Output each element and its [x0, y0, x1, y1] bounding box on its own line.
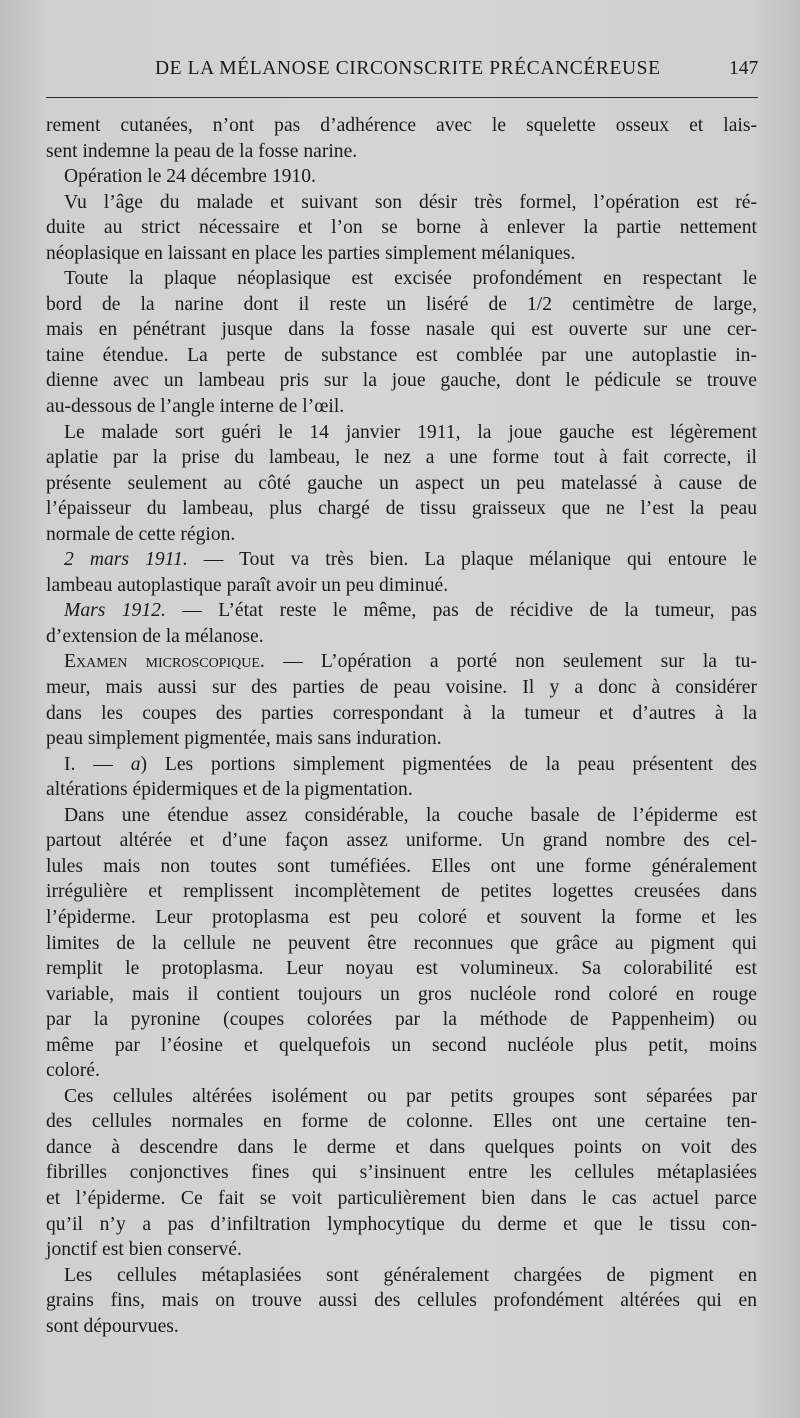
text-line: lambeau autoplastique paraît avoir un peu diminué.	[46, 574, 449, 596]
text-line: sont dépourvues.	[46, 1315, 179, 1337]
text-line: Toute la plaque néoplasique est excisée profondément en respectant le	[64, 268, 757, 290]
running-title: DE LA MÉLANOSE CIRCONSCRITE PRÉCANCÉREUSE	[155, 58, 661, 79]
text-line: néoplasique en laissant en place les parties simplement mélaniques.	[46, 242, 576, 264]
page-number: 147	[729, 58, 759, 79]
text-line: Opération le 24 décembre 1910.	[64, 166, 316, 188]
text-line: des cellules normales en forme de colonne. Elles ont une certaine ten-	[46, 1111, 757, 1133]
text-line: aplatie par la prise du lambeau, le nez a une forme tout à fait correcte, il	[46, 447, 757, 469]
text-line: l’épiderme. Leur protoplasma est peu coloré et souvent la forme et les	[46, 906, 757, 928]
text-line: irrégulière et remplissent incomplètement de petites logettes creusées dans	[46, 881, 757, 903]
entry-text: — L’état reste le même, pas de récidive de la tumeur, pas	[165, 600, 757, 622]
text-line: lules mais non toutes sont tuméfiées. Elles ont une forme généralement	[46, 855, 757, 877]
text-line: l’épaisseur du lambeau, plus chargé de tissu graisseux que ne l’est la peau	[46, 498, 757, 520]
text-line: Les cellules métaplasiées sont généralement chargées de pigment en	[64, 1264, 757, 1286]
text-line: variable, mais il contient toujours un gros nucléole rond coloré en rouge	[46, 983, 757, 1005]
text-line: altérations épidermiques et de la pigmentation.	[46, 779, 413, 801]
text-line: Ces cellules altérées isolément ou par petits groupes sont séparées par	[64, 1085, 757, 1107]
list-text: ) Les portions simplement pigmentées de la peau présentent des	[140, 753, 757, 775]
text-line: dans les coupes des parties correspondant à la tumeur et d’autres à la	[46, 702, 757, 724]
text-line: limites de la cellule ne peuvent être reconnues que grâce au pigment qui	[46, 932, 757, 954]
entry-date: 2 mars 1911.	[64, 549, 188, 571]
text-line: par la pyronine (coupes colorées par la méthode de Pappenheim) ou	[46, 1009, 757, 1031]
running-header	[0, 58, 800, 86]
text-line	[46, 752, 757, 778]
text-line	[46, 649, 757, 675]
text-line: jonctif est bien conservé.	[46, 1239, 242, 1261]
text-line: sent indemne la peau de la fosse narine.	[46, 140, 358, 162]
text-line: rement cutanées, n’ont pas d’adhérence avec le squelette osseux et lais-	[46, 115, 757, 136]
header-rule	[46, 97, 758, 98]
section-heading: Examen microscopique.	[64, 651, 265, 673]
text-line: duite au strict nécessaire et l’on se borne à enlever la partie nettement	[46, 217, 757, 239]
text-line: fibrilles conjonctives fines qui s’insinuent entre les cellules métaplasiées	[46, 1162, 757, 1184]
body-text	[46, 113, 757, 1339]
text-line: présente seulement au côté gauche un aspect un peu matelassé à cause de	[46, 472, 757, 494]
text-line: Vu l’âge du malade et suivant son désir très formel, l’opération est ré-	[64, 191, 757, 213]
section-text: — L’opération a porté non seulement sur la tu-	[264, 651, 757, 673]
entry-date: Mars 1912.	[64, 600, 166, 622]
text-line: partout altérée et d’une façon assez uniforme. Un grand nombre des cel-	[46, 830, 757, 852]
text-line: et l’épiderme. Ce fait se voit particulièrement bien dans le cas actuel parce	[46, 1187, 757, 1209]
text-line: dance à descendre dans le derme et dans quelques points on voit des	[46, 1136, 757, 1158]
text-line: Dans une étendue assez considérable, la couche basale de l’épiderme est	[64, 804, 757, 826]
text-line: taine étendue. La perte de substance est comblée par une autoplastie in-	[46, 344, 757, 366]
text-line: Le malade sort guéri le 14 janvier 1911, la joue gauche est légèrement	[64, 421, 757, 443]
text-line: dienne avec un lambeau pris sur la joue gauche, dont le pédicule se trouve	[46, 370, 757, 392]
text-line: d’extension de la mélanose.	[46, 625, 264, 647]
text-line: mais en pénétrant jusque dans la fosse nasale qui est ouverte sur une cer-	[46, 319, 757, 341]
text-line: peau simplement pigmentée, mais sans induration.	[46, 728, 442, 750]
text-line: qu’il n’y a pas d’infiltration lymphocytique du derme et que le tissu con-	[46, 1213, 757, 1235]
text-line	[46, 598, 757, 624]
sub-marker: a	[130, 753, 141, 775]
text-line: meur, mais aussi sur des parties de peau voisine. Il y a donc à considérer	[46, 677, 757, 699]
text-line: au-dessous de l’angle interne de l’œil.	[46, 396, 345, 418]
text-line	[46, 547, 757, 573]
text-line: même par l’éosine et quelquefois un second nucléole plus petit, moins	[46, 1034, 757, 1056]
entry-text: — Tout va très bien. La plaque mélanique qui entoure le	[187, 549, 757, 571]
text-line: coloré.	[46, 1060, 100, 1082]
text-line: grains fins, mais on trouve aussi des cellules profondément altérées qui en	[46, 1290, 757, 1312]
text-line: normale de cette région.	[46, 523, 236, 545]
text-line: bord de la narine dont il reste un liséré de 1/2 centimètre de large,	[46, 293, 757, 315]
text-line: remplit le protoplasma. Leur noyau est volumineux. Sa colorabilité est	[46, 958, 757, 980]
list-marker: I. —	[64, 753, 131, 775]
